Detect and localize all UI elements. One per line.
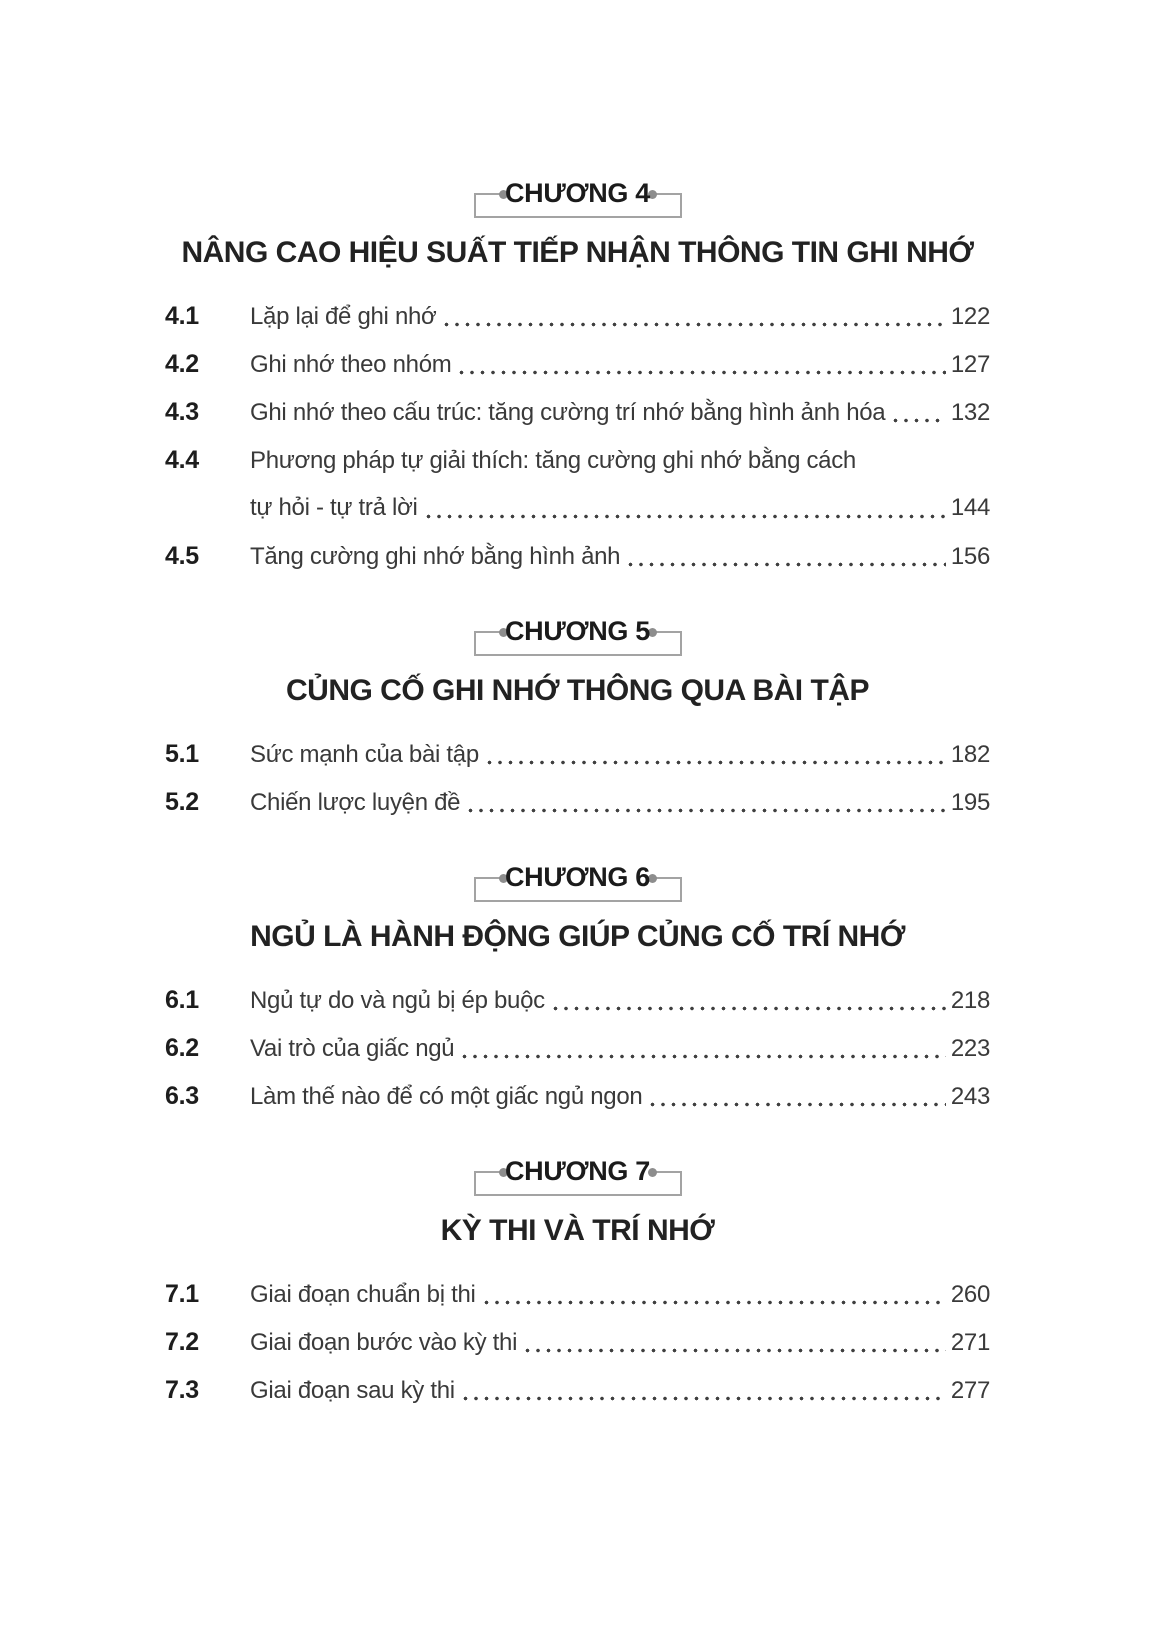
dot-leader bbox=[893, 418, 946, 423]
item-page-number: 277 bbox=[950, 1377, 990, 1404]
chapter-label: CHƯƠNG 4 bbox=[504, 178, 651, 208]
item-page-number: 127 bbox=[950, 351, 990, 378]
dot-leader bbox=[525, 1348, 946, 1353]
item-title: Giai đoạn sau kỳ thi bbox=[250, 1377, 455, 1404]
dot-leader bbox=[462, 1054, 945, 1059]
item-title: tự hỏi - tự trả lời bbox=[250, 494, 418, 521]
item-page-number: 271 bbox=[950, 1329, 990, 1356]
chapter-items bbox=[165, 730, 990, 826]
item-number: 7.2 bbox=[165, 1328, 199, 1356]
chapter-badge bbox=[474, 1150, 682, 1196]
toc-entry bbox=[165, 1024, 990, 1072]
chapter-section bbox=[165, 1150, 990, 1414]
item-page-number: 260 bbox=[950, 1281, 990, 1308]
item-number: 7.3 bbox=[165, 1376, 199, 1404]
dot-leader bbox=[463, 1396, 946, 1401]
item-number: 4.1 bbox=[165, 302, 199, 330]
chapter-title: NÂNG CAO HIỆU SUẤT TIẾP NHẬN THÔNG TIN GHI NHỚ bbox=[181, 236, 974, 269]
item-title: Vai trò của giấc ngủ bbox=[250, 1035, 455, 1062]
item-number: 4.3 bbox=[165, 398, 199, 426]
item-title: Tăng cường ghi nhớ bằng hình ảnh bbox=[250, 543, 621, 570]
toc-entry bbox=[165, 976, 990, 1024]
item-page-number: 218 bbox=[950, 987, 990, 1014]
item-number: 6.2 bbox=[165, 1034, 199, 1062]
toc-entry bbox=[165, 1270, 990, 1318]
chapter-label: CHƯƠNG 7 bbox=[504, 1156, 651, 1186]
item-title: Lặp lại để ghi nhớ bbox=[250, 303, 437, 330]
chapter-section bbox=[165, 610, 990, 826]
item-title: Sức mạnh của bài tập bbox=[250, 741, 479, 768]
item-number: 4.4 bbox=[165, 446, 199, 474]
dot-leader bbox=[487, 760, 946, 765]
toc-entry bbox=[165, 340, 990, 388]
item-number: 7.1 bbox=[165, 1280, 199, 1308]
item-page-number: 132 bbox=[950, 399, 990, 426]
item-page-number: 195 bbox=[950, 789, 990, 816]
dot-leader bbox=[628, 562, 946, 567]
item-title: Phương pháp tự giải thích: tăng cường ghi nhớ bằng cách bbox=[250, 447, 856, 474]
dot-leader bbox=[468, 808, 946, 813]
chapter-badge bbox=[474, 172, 682, 218]
toc-entry bbox=[165, 1072, 990, 1120]
item-page-number: 156 bbox=[950, 543, 990, 570]
toc-entry bbox=[165, 1318, 990, 1366]
chapter-title: KỲ THI VÀ TRÍ NHỚ bbox=[440, 1214, 715, 1247]
item-page-number: 144 bbox=[950, 494, 990, 521]
item-title: Chiến lược luyện đề bbox=[250, 789, 461, 816]
chapter-badge bbox=[474, 610, 682, 656]
item-page-number: 223 bbox=[950, 1035, 990, 1062]
item-page-number: 122 bbox=[950, 303, 990, 330]
toc-entry bbox=[165, 388, 990, 436]
toc-entry bbox=[165, 1366, 990, 1414]
item-title: Ngủ tự do và ngủ bị ép buộc bbox=[250, 987, 545, 1014]
chapter-title: CỦNG CỐ GHI NHỚ THÔNG QUA BÀI TẬP bbox=[286, 674, 869, 707]
dot-leader bbox=[484, 1300, 946, 1305]
dot-leader bbox=[459, 370, 945, 375]
toc-entry bbox=[165, 436, 990, 484]
item-title: Giai đoạn bước vào kỳ thi bbox=[250, 1329, 518, 1356]
item-number: 4.5 bbox=[165, 542, 199, 570]
chapter-title: NGỦ LÀ HÀNH ĐỘNG GIÚP CỦNG CỐ TRÍ NHỚ bbox=[250, 920, 905, 953]
item-page-number: 182 bbox=[950, 741, 990, 768]
dot-leader bbox=[426, 514, 946, 519]
item-title: Ghi nhớ theo nhóm bbox=[250, 351, 452, 378]
chapter-badge bbox=[474, 856, 682, 902]
chapter-section bbox=[165, 856, 990, 1120]
chapter-section bbox=[165, 172, 990, 580]
dot-leader bbox=[650, 1102, 945, 1107]
chapter-items bbox=[165, 1270, 990, 1414]
item-number: 5.2 bbox=[165, 788, 199, 816]
toc-entry bbox=[165, 730, 990, 778]
dot-leader bbox=[444, 322, 945, 327]
toc-entry bbox=[165, 292, 990, 340]
toc-entry bbox=[165, 778, 990, 826]
item-title: Làm thế nào để có một giấc ngủ ngon bbox=[250, 1083, 643, 1110]
toc-entry bbox=[165, 484, 990, 532]
item-number: 6.3 bbox=[165, 1082, 199, 1110]
item-title: Giai đoạn chuẩn bị thi bbox=[250, 1281, 476, 1308]
chapter-items bbox=[165, 976, 990, 1120]
item-number: 6.1 bbox=[165, 986, 199, 1014]
toc-entry bbox=[165, 532, 990, 580]
item-number: 4.2 bbox=[165, 350, 199, 378]
dot-leader bbox=[553, 1006, 946, 1011]
item-page-number: 243 bbox=[950, 1083, 990, 1110]
chapter-label: CHƯƠNG 6 bbox=[504, 862, 651, 892]
item-number: 5.1 bbox=[165, 740, 199, 768]
chapter-label: CHƯƠNG 5 bbox=[504, 616, 651, 646]
item-title: Ghi nhớ theo cấu trúc: tăng cường trí nhớ bằng hình ảnh hóa bbox=[250, 399, 886, 426]
chapter-items bbox=[165, 292, 990, 580]
